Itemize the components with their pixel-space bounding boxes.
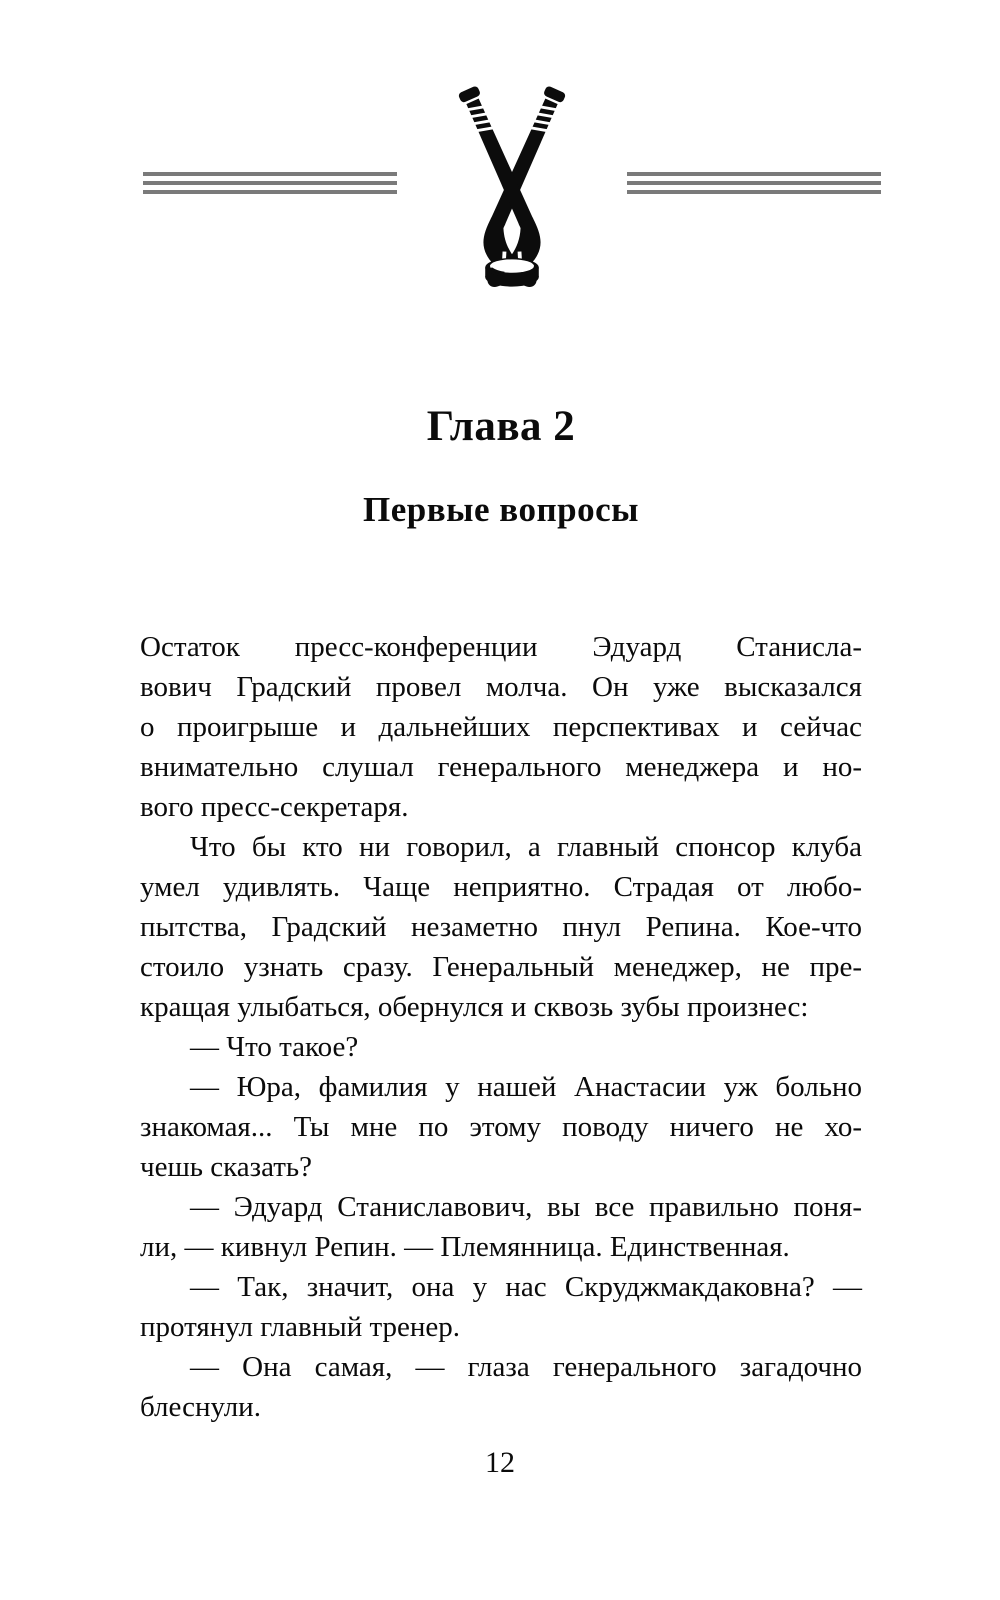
chapter-title: Глава 2: [426, 403, 576, 450]
right-triple-rule: [627, 172, 881, 199]
rule-line: [627, 172, 881, 176]
body-line: Что бы кто ни говорил, а главный спонсор клуба: [190, 831, 862, 863]
body-line: умел удивлять. Чаще неприятно. Страдая от любо-: [140, 871, 862, 903]
body-line: пытства, Градский незаметно пнул Репина. Кое-что: [140, 911, 862, 943]
left-triple-rule: [143, 172, 397, 199]
crossed-hockey-sticks-icon: [397, 80, 627, 300]
page-number: 12: [485, 1446, 515, 1479]
body-line: кращая улыбаться, обернулся и сквозь зубы произнес:: [140, 991, 809, 1023]
rule-line: [143, 190, 397, 194]
body-line: ли, — кивнул Репин. — Племянница. Единственная.: [140, 1231, 790, 1263]
rule-line: [143, 181, 397, 185]
body-line: внимательно слушал генерального менеджера и но-: [140, 751, 862, 783]
body-line: чешь сказать?: [140, 1151, 313, 1183]
body-line: вого пресс-секретаря.: [140, 791, 409, 823]
rule-line: [627, 181, 881, 185]
body-line: — Она самая, — глаза генерального загадочно: [190, 1351, 862, 1383]
chapter-ornament: [0, 0, 1000, 310]
body-line: — Так, значит, она у нас Скруджмакдаковна? —: [190, 1271, 862, 1303]
body-line: о проигрыше и дальнейших перспективах и сейчас: [140, 711, 862, 743]
body-line: вович Градский провел молча. Он уже высказался: [140, 671, 862, 703]
puck-icon: [485, 258, 539, 287]
chapter-subtitle: Первые вопросы: [363, 490, 639, 529]
body-text: [140, 627, 862, 1427]
body-line: блеснули.: [140, 1391, 261, 1423]
body-line: стоило узнать сразу. Генеральный менеджер, не пре-: [140, 951, 862, 983]
rule-line: [143, 172, 397, 176]
body-line: знакомая... Ты мне по этому поводу ничего не хо-: [140, 1111, 862, 1143]
rule-line: [627, 190, 881, 194]
body-line: Остаток пресс-конференции Эдуард Станисла-: [140, 631, 862, 663]
body-line: протянул главный тренер.: [140, 1311, 461, 1343]
body-line: — Что такое?: [190, 1031, 359, 1063]
body-line: — Эдуард Станиславович, вы все правильно поня-: [190, 1191, 862, 1223]
body-line: — Юра, фамилия у нашей Анастасии уж больно: [190, 1071, 862, 1103]
